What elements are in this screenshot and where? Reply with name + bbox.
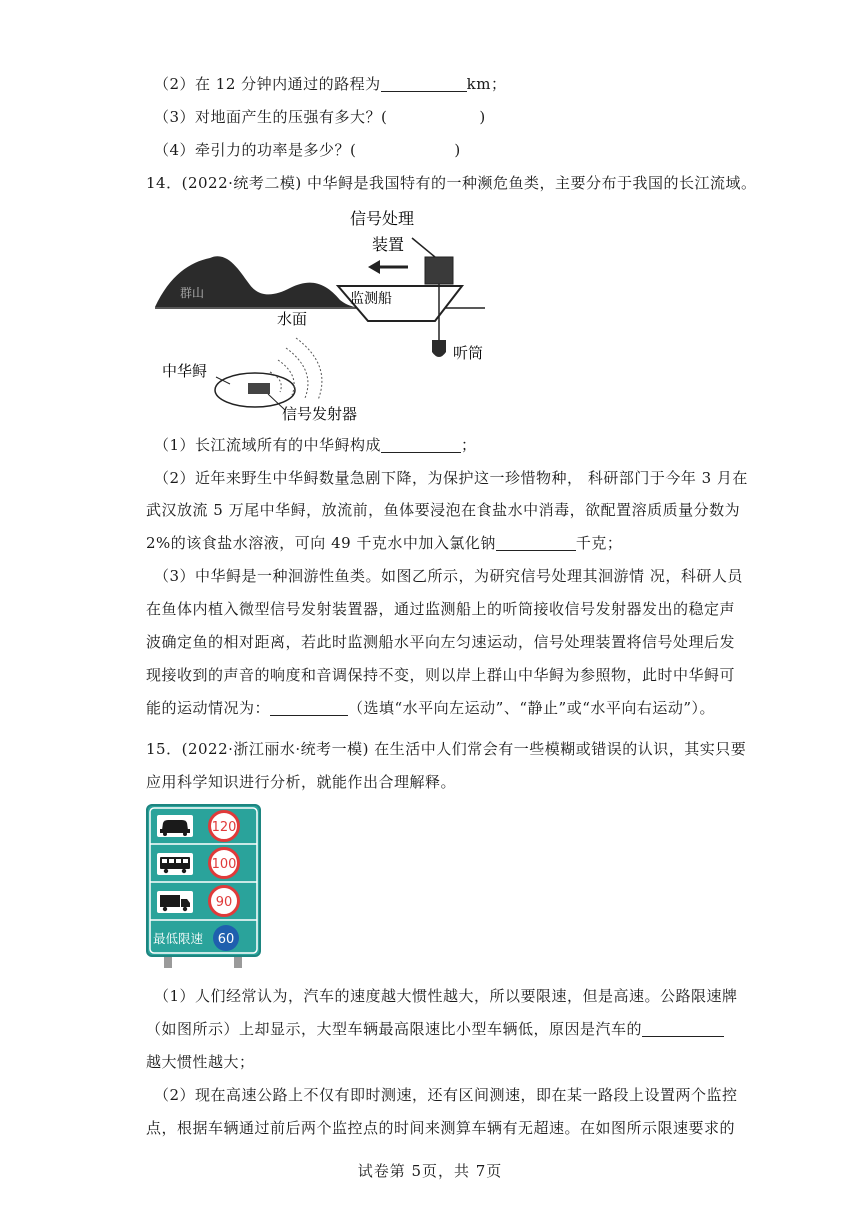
q14-part3-l5 (146, 697, 718, 719)
speed-limit-sign (146, 804, 262, 970)
q14-part3-l1: （3）中华鲟是一种洄游性鱼类。如图乙所示，为研究信号处理其洄游情 况，科研人员 (154, 567, 743, 585)
q15-part1-l1: （1）人们经常认为，汽车的速度越大惯性越大，所以要限速，但是高速。公路限速牌 (154, 987, 738, 1005)
q13-part3-close: ) (479, 108, 486, 126)
answer-blank[interactable] (381, 75, 467, 92)
bus-icon (157, 853, 193, 875)
q14-part2-l3 (146, 532, 718, 554)
q14-part2-l2: 武汉放流 5 万尾中华鲟，放流前，鱼体要浸泡在食盐水中消毒，欲配置溶质质量分数为 (146, 501, 741, 519)
signal-processor-box (425, 257, 453, 284)
water-label: 水面 (277, 310, 308, 328)
hydrophone-icon (432, 340, 446, 357)
q14-stem: 14．(2022·统考二模) 中华鲟是我国特有的一种濒危鱼类，主要分布于我国的长江流域。 (146, 174, 757, 192)
q13-part3-text: （3）对地面产生的压强有多大？( (154, 108, 388, 126)
transmitter-device (248, 383, 270, 394)
answer-blank[interactable] (642, 1020, 724, 1037)
answer-blank[interactable] (270, 699, 348, 716)
q15-part1-l2-text: （如图所示）上却显示，大型车辆最高限速比小型车辆低，原因是汽车的 (146, 1020, 643, 1038)
boat-label: 监测船 (350, 291, 392, 307)
transmitter-label: 信号发射器 (282, 405, 358, 423)
q13-part4-text: （4）牵引力的功率是多少？( (154, 141, 357, 159)
limit-100-text: 100 (211, 857, 237, 872)
q13-part2-unit: km； (466, 75, 507, 93)
q13-part3 (154, 106, 718, 128)
q14-part2-unit: 千克； (575, 534, 623, 552)
q15-stem-l1: 15．(2022·浙江丽水·统考一模) 在生活中人们常会有一些模糊或错误的认识，其实只要 (146, 740, 747, 758)
q14-part2-l1: （2）近年来野生中华鲟数量急剧下降，为保护这一珍惜物种， 科研部门于今年 3 月在 (154, 469, 748, 487)
q13-part2-text: （2）在 12 分钟内通过的路程为 (154, 75, 381, 93)
car-icon (157, 815, 193, 837)
q14-part3-l3: 波确定鱼的相对距离，若此时监测船水平向左匀速运动，信号处理装置将信号处理后发 (146, 633, 736, 651)
q15-part1-l3: 越大惯性越大； (146, 1053, 255, 1071)
q15-part2-l1: （2）现在高速公路上不仅有即时测速，还有区间测速，即在某一路段上设置两个监控 (154, 1086, 738, 1104)
q14-part3-l5-text: 能的运动情况为： (146, 699, 271, 717)
mountain-label: 群山 (180, 286, 205, 300)
q13-part2 (154, 73, 718, 95)
processor-label-2: 装置 (372, 235, 405, 254)
left-arrow-icon (368, 260, 380, 274)
q14-part1 (154, 434, 718, 456)
answer-blank[interactable] (496, 534, 576, 551)
hydrophone-label: 听筒 (453, 344, 484, 362)
minimum-speed-value: 60 (217, 932, 235, 947)
q15-part2-l2: 点，根据车辆通过前后两个监控点的时间来测算车辆有无超速。在如图所示限速要求的 (146, 1119, 736, 1137)
q13-part4-close: ) (454, 141, 461, 159)
q14-part3-l2: 在鱼体内植入微型信号发射装置器，通过监测船上的听筒接收信号发射器发出的稳定声 (146, 600, 736, 618)
processor-leader-line (412, 238, 435, 257)
q14-part3-l4: 现接收到的声音的响度和音调保持不变，则以岸上群山中华鲟为参照物，此时中华鲟可 (146, 666, 736, 684)
limit-90-text: 90 (215, 895, 233, 910)
sturgeon-monitoring-figure (150, 200, 500, 425)
limit-120-text: 120 (211, 820, 237, 835)
q14-part1-end: ； (461, 436, 477, 454)
truck-icon (157, 891, 193, 913)
fish-label: 中华鲟 (162, 362, 208, 380)
q14-part1-text: （1）长江流域所有的中华鲟构成 (154, 436, 382, 454)
sound-wave (286, 348, 308, 398)
q15-stem-l2: 应用科学知识进行分析，就能作出合理解释。 (146, 773, 457, 791)
answer-blank[interactable] (381, 436, 461, 453)
q15-part1-l2 (146, 1018, 718, 1040)
q13-part4 (154, 139, 718, 161)
page-footer: 试卷第 5页，共 7页 (357, 1162, 503, 1180)
sound-wave (296, 338, 322, 400)
q14-part2-l3-text: 2%的该食盐水溶液，可向 49 千克水中加入氯化钠 (146, 534, 496, 552)
minimum-speed-label: 最低限速 (153, 931, 204, 946)
processor-label-1: 信号处理 (350, 209, 415, 228)
q14-part3-options: （选填“水平向左运动”、“静止”或“水平向右运动”）。 (348, 699, 716, 717)
